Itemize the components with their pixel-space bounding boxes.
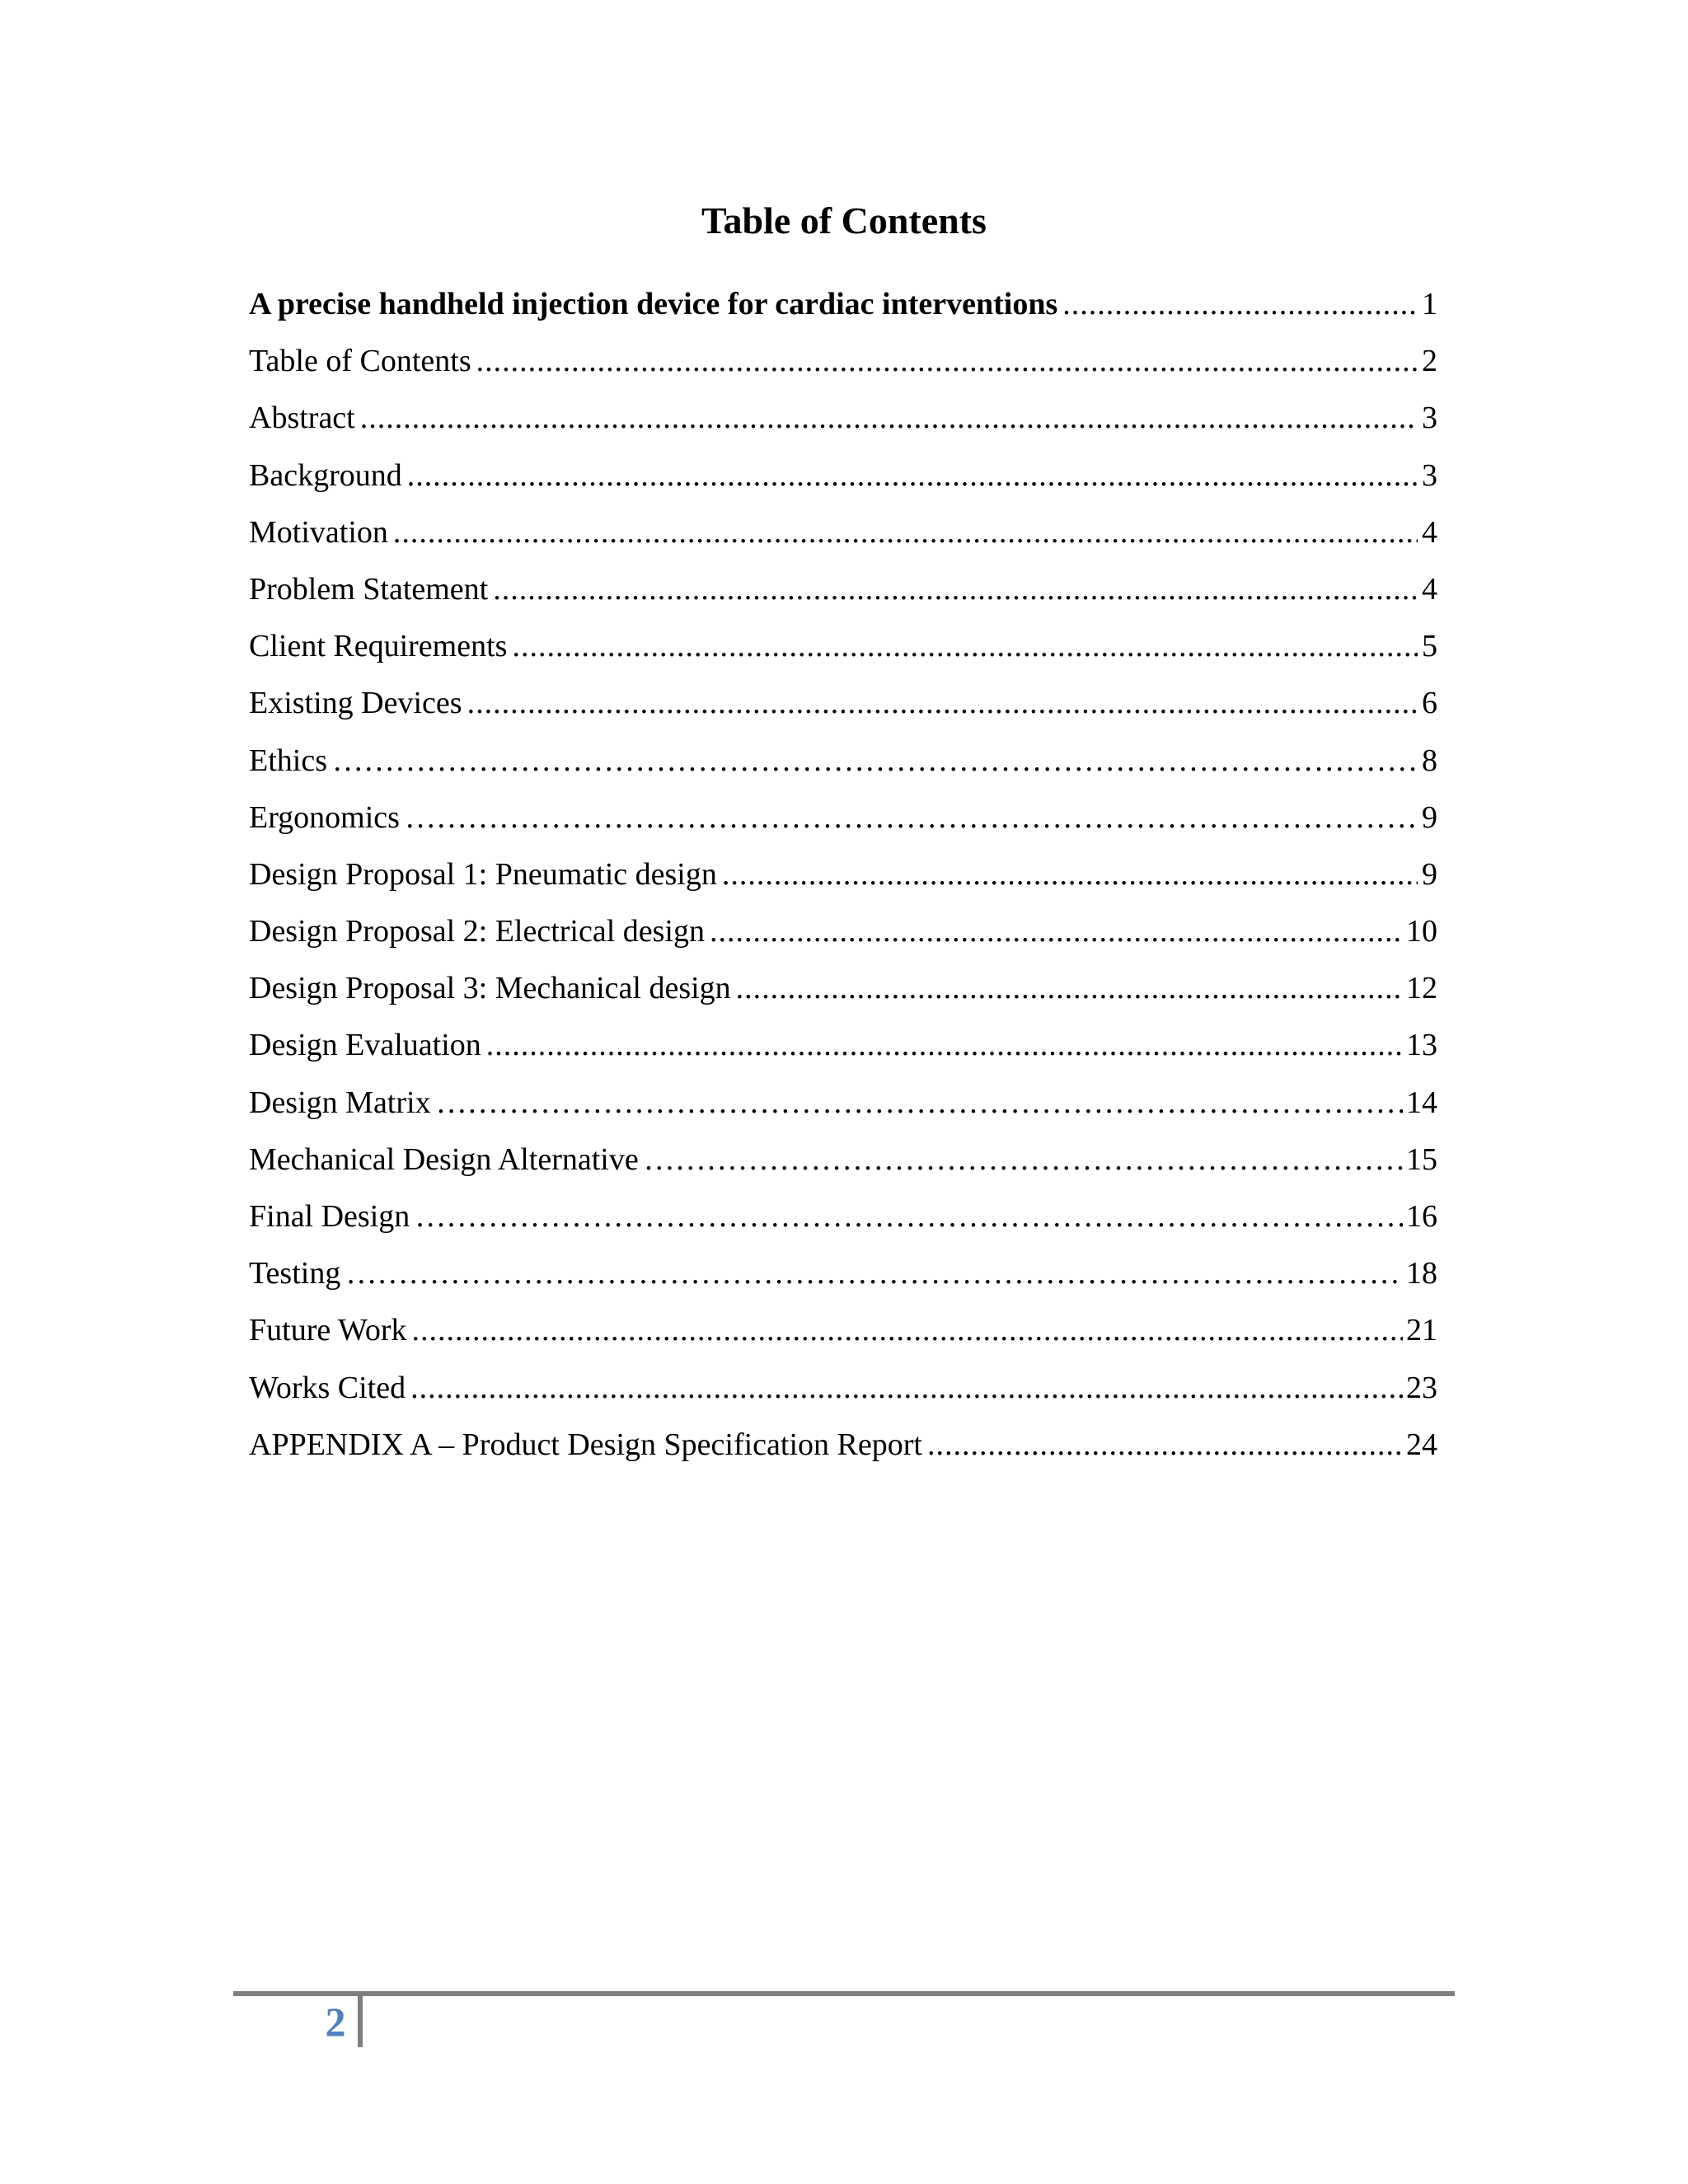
toc-dot-leader bbox=[410, 1360, 1403, 1417]
footer-divider bbox=[358, 1996, 363, 2047]
toc-dot-leader bbox=[405, 790, 1418, 846]
toc-entry-design-proposal-2[interactable] bbox=[249, 903, 1437, 960]
toc-entry-label: Motivation bbox=[249, 514, 388, 550]
toc-entry-label: Existing Devices bbox=[249, 686, 462, 721]
toc-dot-leader bbox=[415, 1188, 1403, 1245]
toc-entry-page: 9 bbox=[1422, 799, 1437, 835]
toc-entry-design-matrix[interactable] bbox=[249, 1075, 1437, 1132]
toc-entry-page: 16 bbox=[1406, 1199, 1437, 1234]
toc-entry-page: 13 bbox=[1406, 1028, 1437, 1063]
toc-entry-label: Design Proposal 2: Electrical design bbox=[249, 914, 705, 949]
footer-page-number: 2 bbox=[325, 1999, 346, 2045]
toc-dot-leader bbox=[345, 1245, 1403, 1302]
toc-dot-leader bbox=[467, 675, 1418, 732]
toc-dot-leader bbox=[644, 1132, 1403, 1188]
toc-dot-leader bbox=[927, 1417, 1403, 1474]
toc-dot-leader bbox=[486, 1017, 1403, 1074]
table-of-contents bbox=[249, 276, 1437, 1474]
toc-entry-page: 4 bbox=[1422, 571, 1437, 607]
toc-entry-existing-devices[interactable] bbox=[249, 675, 1437, 732]
toc-entry-title[interactable] bbox=[249, 276, 1437, 333]
toc-entry-label: Design Proposal 3: Mechanical design bbox=[249, 971, 731, 1006]
toc-entry-label: Ergonomics bbox=[249, 799, 400, 835]
toc-entry-label: Future Work bbox=[249, 1313, 407, 1348]
toc-entry-label: Design Proposal 1: Pneumatic design bbox=[249, 856, 717, 892]
toc-entry-ergonomics[interactable] bbox=[249, 790, 1437, 846]
toc-entry-label: Problem Statement bbox=[249, 571, 489, 607]
toc-dot-leader bbox=[332, 733, 1418, 790]
toc-dot-leader bbox=[710, 903, 1403, 960]
toc-entry-works-cited[interactable] bbox=[249, 1360, 1437, 1417]
toc-entry-page: 14 bbox=[1406, 1085, 1437, 1120]
toc-entry-testing[interactable] bbox=[249, 1245, 1437, 1302]
toc-entry-page: 21 bbox=[1406, 1313, 1437, 1348]
toc-entry-design-proposal-1[interactable] bbox=[249, 846, 1437, 903]
toc-entry-label: A precise handheld injection device for cardiac interventions bbox=[249, 287, 1058, 321]
toc-entry-table-of-contents[interactable] bbox=[249, 333, 1437, 390]
toc-entry-page: 23 bbox=[1406, 1370, 1437, 1405]
toc-entry-abstract[interactable] bbox=[249, 390, 1437, 447]
toc-entry-page: 3 bbox=[1422, 457, 1437, 493]
toc-entry-page: 1 bbox=[1422, 287, 1437, 321]
toc-dot-leader bbox=[412, 1302, 1403, 1359]
toc-entry-label: Design Evaluation bbox=[249, 1028, 481, 1063]
toc-entry-client-requirements[interactable] bbox=[249, 618, 1437, 675]
toc-dot-leader bbox=[407, 448, 1418, 504]
toc-entry-label: Works Cited bbox=[249, 1370, 406, 1405]
toc-entry-ethics[interactable] bbox=[249, 733, 1437, 790]
toc-entry-final-design[interactable] bbox=[249, 1188, 1437, 1245]
toc-entry-label: Table of Contents bbox=[249, 344, 471, 379]
toc-dot-leader bbox=[722, 846, 1418, 903]
toc-entry-mechanical-design-alternative[interactable] bbox=[249, 1132, 1437, 1188]
toc-entry-page: 3 bbox=[1422, 401, 1437, 436]
toc-entry-page: 15 bbox=[1406, 1141, 1437, 1177]
toc-entry-label: Ethics bbox=[249, 743, 327, 778]
toc-entry-page: 9 bbox=[1422, 856, 1437, 892]
toc-dot-leader bbox=[393, 504, 1418, 561]
toc-entry-label: Testing bbox=[249, 1256, 341, 1291]
toc-entry-design-proposal-3[interactable] bbox=[249, 960, 1437, 1017]
toc-dot-leader bbox=[736, 960, 1403, 1017]
toc-entry-future-work[interactable] bbox=[249, 1302, 1437, 1359]
toc-entry-page: 5 bbox=[1422, 629, 1437, 664]
toc-entry-page: 4 bbox=[1422, 514, 1437, 550]
page-title: Table of Contents bbox=[701, 199, 987, 241]
toc-entry-page: 12 bbox=[1406, 971, 1437, 1006]
toc-dot-leader bbox=[360, 390, 1418, 447]
toc-entry-background[interactable] bbox=[249, 448, 1437, 504]
toc-entry-page: 10 bbox=[1406, 914, 1437, 949]
toc-dot-leader bbox=[476, 333, 1418, 390]
toc-entry-motivation[interactable] bbox=[249, 504, 1437, 561]
toc-entry-page: 2 bbox=[1422, 344, 1437, 379]
toc-entry-label: Background bbox=[249, 457, 402, 493]
toc-dot-leader bbox=[1062, 276, 1418, 333]
toc-entry-page: 24 bbox=[1406, 1427, 1437, 1462]
toc-entry-label: Abstract bbox=[249, 401, 355, 436]
toc-dot-leader bbox=[436, 1075, 1403, 1132]
toc-entry-label: Design Matrix bbox=[249, 1085, 431, 1120]
toc-entry-label: Client Requirements bbox=[249, 629, 508, 664]
toc-entry-page: 8 bbox=[1422, 743, 1437, 778]
toc-entry-label: Mechanical Design Alternative bbox=[249, 1141, 639, 1177]
toc-entry-label: APPENDIX A – Product Design Specification Report bbox=[249, 1427, 922, 1462]
toc-entry-problem-statement[interactable] bbox=[249, 561, 1437, 618]
toc-entry-design-evaluation[interactable] bbox=[249, 1017, 1437, 1074]
footer-rule bbox=[233, 1991, 1455, 1996]
toc-dot-leader bbox=[512, 618, 1418, 675]
toc-entry-appendix-a[interactable] bbox=[249, 1417, 1437, 1474]
toc-entry-page: 18 bbox=[1406, 1256, 1437, 1291]
toc-entry-label: Final Design bbox=[249, 1199, 410, 1234]
toc-entry-page: 6 bbox=[1422, 686, 1437, 721]
toc-dot-leader bbox=[493, 561, 1418, 618]
